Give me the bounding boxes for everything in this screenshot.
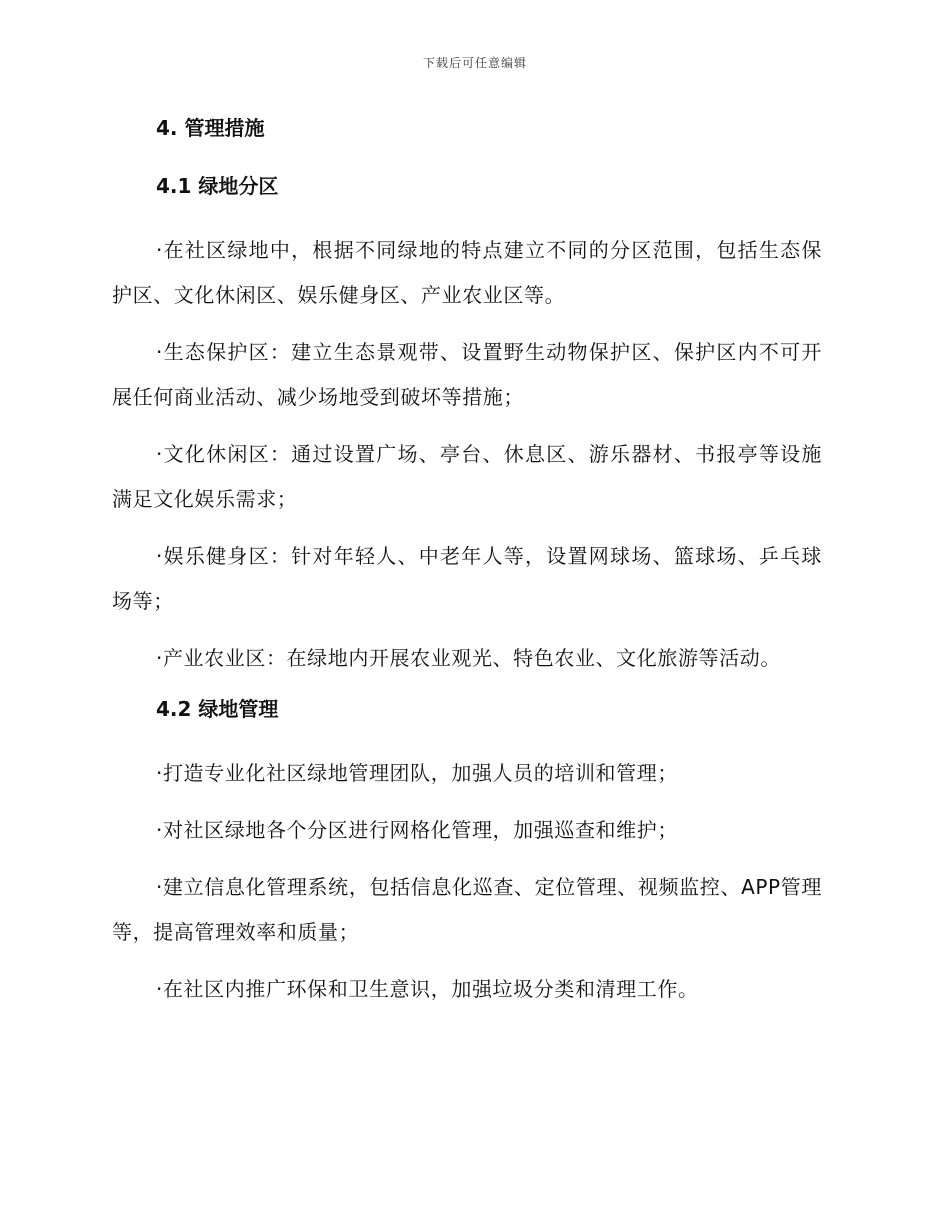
paragraph-environment-awareness: ·在社区内推广环保和卫生意识，加强垃圾分类和清理工作。	[156, 977, 699, 1001]
paragraph-zoning-intro: ·在社区绿地中，根据不同绿地的特点建立不同的分区范围，包括生态保护区、文化休闲区、娱乐健身区、产业农业区等。	[112, 238, 822, 307]
section-heading-4-1: 4.1 绿地分区	[156, 174, 279, 198]
paragraph-grid-management: ·对社区绿地各个分区进行网格化管理，加强巡查和维护；	[156, 818, 678, 842]
paragraph-management-team: ·打造专业化社区绿地管理团队，加强人员的培训和管理；	[156, 761, 678, 785]
paragraph-ecological-zone: ·生态保护区：建立生态景观带、设置野生动物保护区、保护区内不可开展任何商业活动、减少场地受到破坏等措施；	[112, 340, 822, 409]
paragraph-agriculture-zone: ·产业农业区：在绿地内开展农业观光、特色农业、文化旅游等活动。	[156, 646, 781, 670]
section-heading-4-2: 4.2 绿地管理	[156, 697, 279, 721]
section-heading-4: 4. 管理措施	[156, 116, 265, 140]
document-body	[112, 112, 822, 1024]
paragraph-fitness-zone: ·娱乐健身区：针对年轻人、中老年人等，设置网球场、篮球场、乒乓球场等；	[112, 544, 822, 613]
paragraph-information-system: ·建立信息化管理系统，包括信息化巡查、定位管理、视频监控、APP管理等，提高管理效率和质量；	[112, 875, 822, 944]
header-note: 下载后可任意编辑	[422, 56, 527, 70]
paragraph-cultural-zone: ·文化休闲区：通过设置广场、亭台、休息区、游乐器材、书报亭等设施满足文化娱乐需求；	[112, 442, 822, 511]
